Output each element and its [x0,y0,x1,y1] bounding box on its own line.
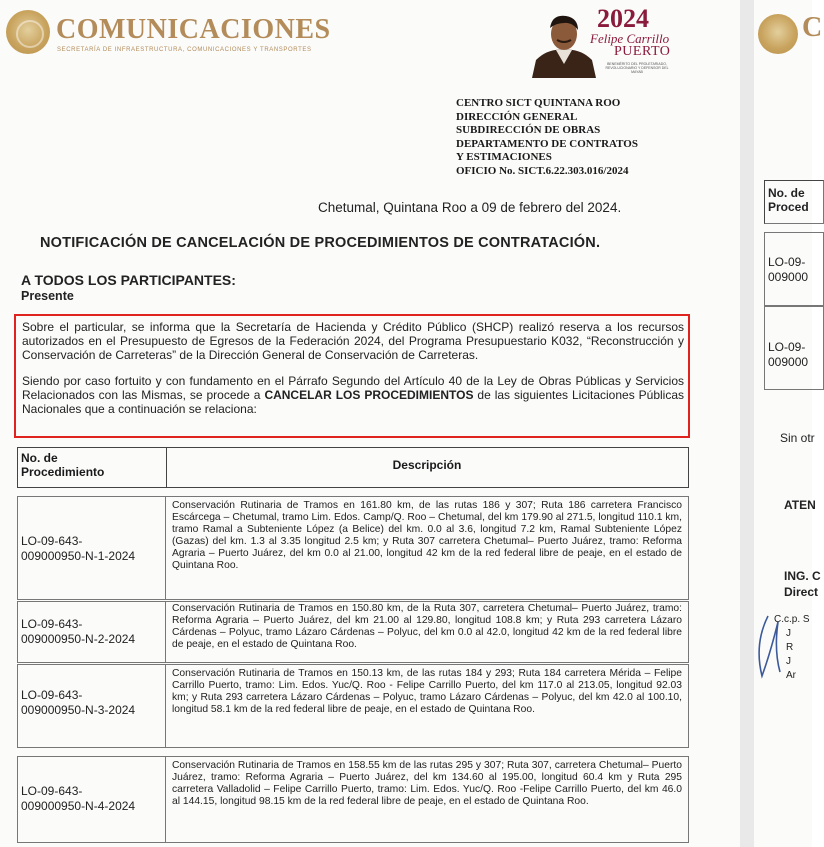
paragraph-cancellation-text: Siendo por caso fortuito y con fundamento en el Párrafo Segundo del Artículo 40 de la Ley de Obras Públicas y Servicios Relacionados con las Mismas, se procede a [22,374,684,402]
procedure-code-cell [18,757,166,842]
closing-text-fragment: Sin otr [780,431,815,445]
procedure-code-fragment: LO-09- [768,255,806,269]
document-title: NOTIFICACIÓN DE CANCELACIÓN DE PROCEDIMIENTOS DE CONTRATACIÓN. [40,235,601,251]
procedure-code-line: 009000950-N-3-2024 [21,703,136,717]
agency-subtitle: SECRETARÍA DE INFRAESTRUCTURA, COMUNICACIONES Y TRANSPORTES [57,47,312,53]
paragraph-shcp-reserve: Sobre el particular, se informa que la Secretaría de Hacienda y Crédito Público (SHCP) realizó reserva a los recursos autorizados en el Presupuesto de Egresos de la Federación 2024, del Programa Presupuestario K032, “Reconstrucción y Conservación de Carreteras” de la Dirección General de Conservación de Carreteras. [22,320,684,362]
office-line: SUBDIRECCIÓN DE OBRAS [456,124,601,136]
table-header [17,447,689,488]
mexico-seal-logo [6,10,50,54]
ccp-line-fragment: R [786,642,794,653]
paragraph-cancellation [22,374,684,416]
oficio-number: OFICIO No. SICT.6.22.303.016/2024 [456,164,629,177]
table-header-fragment-line: Proced [768,200,809,214]
agency-name: COMUNICACIONES [56,14,331,45]
header-description: Descripción [392,458,462,472]
signer-name-fragment: ING. C [784,569,821,583]
year-logo: 2024 [597,4,649,33]
atentamente-fragment: ATEN [784,498,816,512]
procedure-description: Conservación Rutinaria de Tramos en 150.80 km, de la Ruta 307, carretera Chetumal– Puerto Juárez, tramo: Reforma Agraria – Puerto Juárez, del km 21.00 al 129.80, longitud 108.8 km; y Ruta 293 carretera Lázaro Cárdenas – Polyuc, tramo Lázaro Cárdenas – Polyuc, del km 0.0 al 42.0, longitud 42 km de la red federal libre de peaje, en el estado de Quintana Roo. [172,603,682,650]
year-logo-note: BENEMÉRITO DEL PROLETARIADO, REVOLUCIONARIO Y DEFENSOR DEL MAYAB [605,62,669,74]
procedure-description: Conservación Rutinaria de Tramos en 158.55 km de las rutas 295 y 307; Ruta 307, carretera Chetumal– Puerto Juárez, tramo: Reforma Agraria – Puerto Juárez, del km 134.60 al 195.00, longitud 60.4 km y Ruta 295 carretera Valladolid – Felipe Carrillo Puerto, tramo: Lim. Edos. Yuc/Q. Roo -Felipe Carrillo Puerto, del km 46.0 al 144.15, longitud 98.15 km de la red federal libre de peaje, en el estado de Quintana Roo. [172,760,682,807]
procedure-code-cell [18,665,166,747]
ccp-line-fragment: J [786,628,791,639]
office-block [456,97,638,178]
procedure-code-line: 009000950-N-1-2024 [21,549,136,563]
mexico-seal-logo [758,14,798,54]
procedure-code-line: LO-09-643- [21,534,83,548]
table-row-fragment [764,232,824,306]
procedure-code-fragment: 009000 [768,270,809,284]
table-row [17,496,689,600]
document-page-2-fragment [754,0,823,847]
procedure-code-cell [18,602,166,662]
year-logo-name: Felipe Carrillo [590,31,670,46]
office-line: CENTRO SICT QUINTANA ROO [456,97,621,109]
procedure-code-fragment: LO-09- [768,340,806,354]
procedure-description: Conservación Rutinaria de Tramos en 150.13 km, de las rutas 184 y 293; Ruta 184 carretera Mérida – Felipe Carrillo Puerto, tramo: Lim. Edos. Yuc/Q. Roo - Felipe Carrillo Puerto, del km 117.0 al 213.05, longitud 92.03 km; y Ruta 293 carretera Lázaro Cárdenas – Polyuc, tramo Lázaro Cárdenas – Polyuc, del km 42.0 al 100.10, longitud 58.1 km de la red federal libre de peaje, en el estado de Quintana Roo. [172,668,682,715]
presente-label: Presente [21,289,74,303]
header-procedure-number: No. de Procedimiento [21,451,105,479]
year-logo-place: PUERTO [614,44,671,59]
paragraph-cancellation-text: de las siguientes Licitaciones Públicas Nacionales que a continuación se relaciona: [22,388,685,416]
signer-title-fragment: Direct [784,585,819,599]
dateline: Chetumal, Quintana Roo a 09 de febrero del 2024. [318,200,622,215]
procedure-code-line: 009000950-N-2-2024 [21,632,136,646]
page-gutter [740,0,754,847]
table-header-fragment-line: No. de [768,186,805,200]
salutation: A TODOS LOS PARTICIPANTES: [21,272,236,288]
table-row [17,664,689,748]
ccp-line-fragment: J [786,656,791,667]
procedure-code-line: LO-09-643- [21,688,83,702]
table-row [17,601,689,663]
office-line: Y ESTIMACIONES [456,151,552,163]
ccp-line-fragment: Ar [786,670,796,681]
ccp-fragment: C.c.p. S [774,614,810,625]
procedure-code-fragment: 009000 [768,355,809,369]
procedure-code-cell [18,497,166,599]
procedure-code-line: LO-09-643- [21,617,83,631]
table-header-col1 [18,448,167,487]
procedure-description: Conservación Rutinaria de Tramos en 161.80 km, de las rutas 186 y 307; Ruta 186 carretera Francisco Escárcega – Chetumal, tramo Lim. Edos. Camp/Q. Roo – Chetumal, del km 179.90 al 271.5, longitud 110.1 km, tramo Ramal a Subteniente López (a Belice) del km. 0.0 al 3.6, longitud 7.2 km, Ramal Subteniente López (Gazas) del km. 1.3 al 3.35 longitud 2.5 km; y Ruta 307 carretera Chetumal– Puerto Juárez, tramo: Reforma Agraria – Puerto Juárez, del km 0.0 al 21.00, longitud 42 km de la red federal libre de peaje, en el estado de Quintana Roo. [172,500,682,571]
office-line: DEPARTAMENTO DE CONTRATOS [456,137,638,150]
procedure-code-line: LO-09-643- [21,784,83,798]
office-line: DIRECCIÓN GENERAL [456,110,578,123]
cancel-emphasis: CANCELAR LOS PROCEDIMIENTOS [264,388,474,402]
agency-name-fragment: C [802,12,823,43]
procedure-code-line: 009000950-N-4-2024 [21,799,136,813]
table-row [17,756,689,843]
